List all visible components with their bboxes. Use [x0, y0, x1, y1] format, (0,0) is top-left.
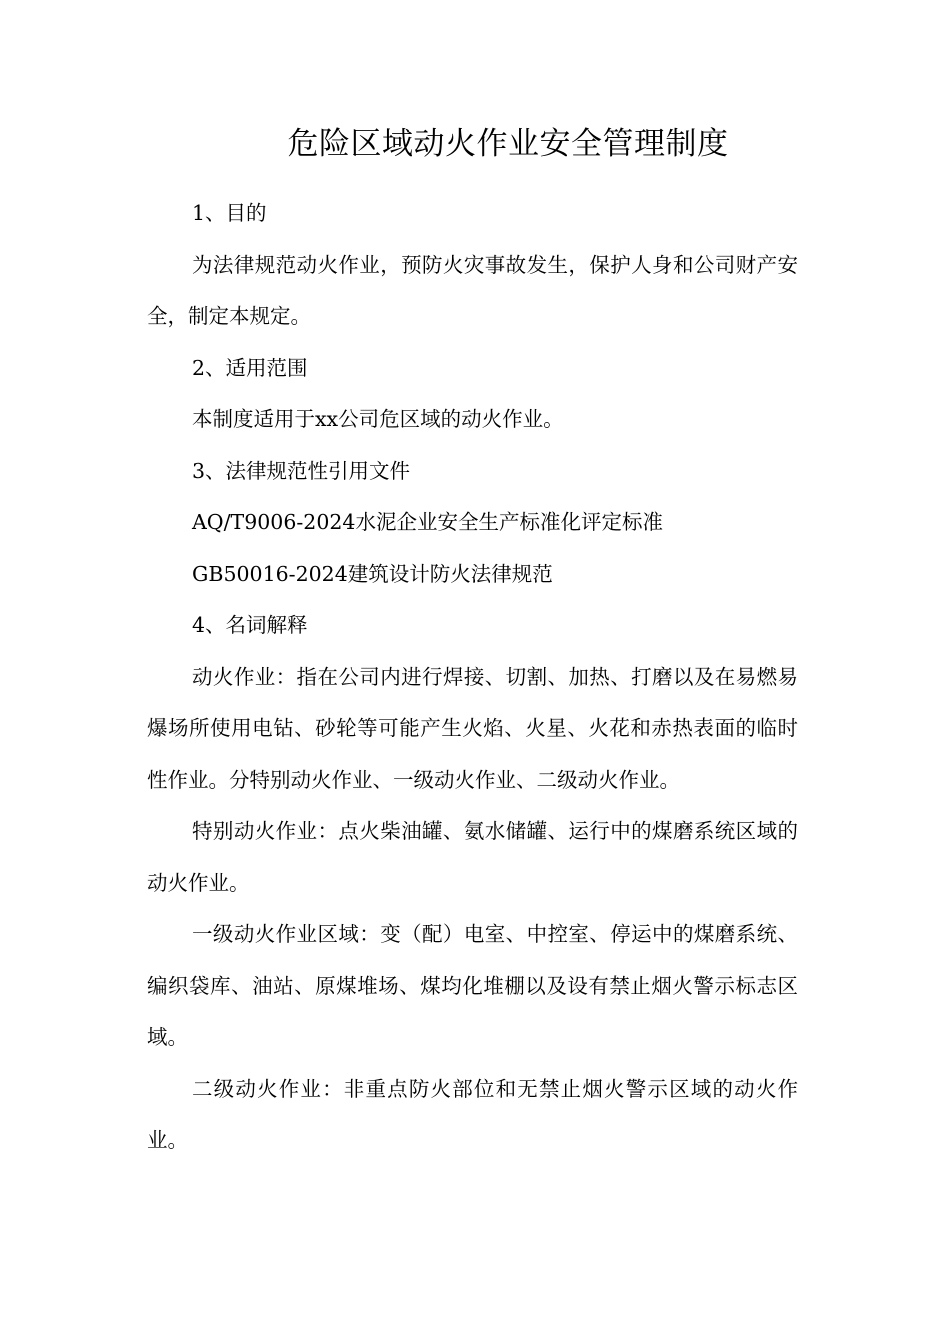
definition-hot-work: 动火作业：指在公司内进行焊接、切割、加热、打磨以及在易燃易爆场所使用电钻、砂轮等可能产生火焰、火星、火花和赤热表面的临时性作业。分特别动火作业、一级动火作业、二级动火作业。 [147, 664, 798, 792]
paragraph-scope: 本制度适用于xx公司危区域的动火作业。 [192, 407, 564, 431]
definition-special-hot-work: 特别动火作业：点火柴油罐、氨水储罐、运行中的煤磨系统区域的动火作业。 [147, 819, 798, 895]
definition-level-two-hot-work: 二级动火作业：非重点防火部位和无禁止烟火警示区域的动火作业。 [147, 1076, 798, 1152]
document-title: 危险区域动火作业安全管理制度 [287, 126, 729, 162]
section-heading-definitions: 4、名词解释 [192, 613, 308, 637]
document-body [147, 188, 798, 1167]
paragraph-purpose: 为法律规范动火作业，预防火灾事故发生，保护人身和公司财产安全，制定本规定。 [147, 252, 798, 328]
section-heading-references: 3、法律规范性引用文件 [192, 458, 411, 483]
reference-item: GB50016-2024建筑设计防火法律规范 [192, 561, 553, 586]
reference-item: AQ/T9006-2024水泥企业安全生产标准化评定标准 [192, 510, 663, 534]
section-heading-scope: 2、适用范围 [192, 355, 308, 380]
section-heading-purpose: 1、目的 [192, 201, 267, 225]
definition-level-one-area: 一级动火作业区域：变（配）电室、中控室、停运中的煤磨系统、编织袋库、油站、原煤堆场、煤均化堆棚以及设有禁止烟火警示标志区域。 [147, 922, 798, 1049]
